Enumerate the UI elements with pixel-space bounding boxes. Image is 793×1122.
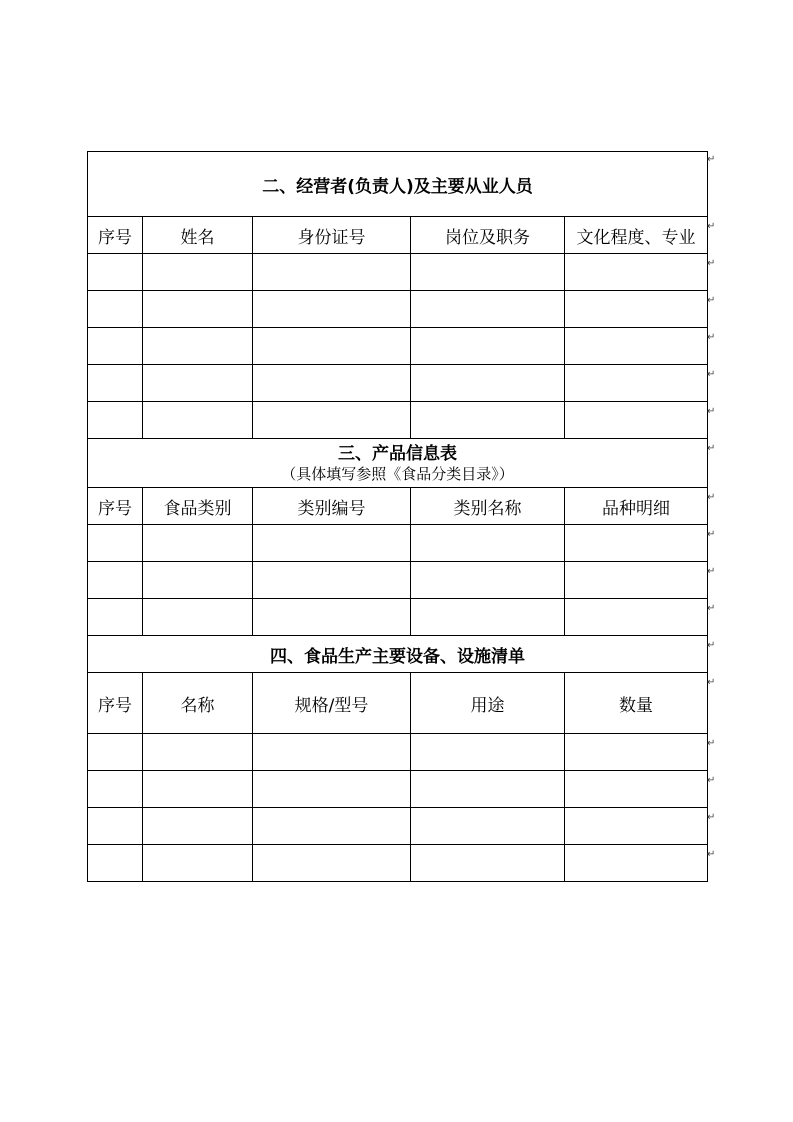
table-cell[interactable] [565, 254, 708, 291]
table-cell[interactable] [565, 808, 708, 845]
paragraph-mark-icon: ↵ [707, 775, 716, 786]
section4-header-row [88, 673, 708, 734]
table-cell[interactable] [143, 845, 253, 882]
paragraph-mark-icon: ↵ [707, 492, 716, 503]
table-cell[interactable] [143, 291, 253, 328]
table-row [88, 402, 708, 439]
header-cell: 规格/型号 [253, 673, 411, 734]
table-row [88, 845, 708, 882]
table-cell[interactable] [565, 599, 708, 636]
header-cell: 品种明细 [565, 488, 708, 525]
table-cell[interactable] [253, 734, 411, 771]
paragraph-marks [707, 0, 727, 1122]
paragraph-mark-icon: ↵ [707, 849, 716, 860]
paragraph-mark-icon: ↵ [707, 154, 716, 165]
section2-title-row [88, 152, 708, 217]
section3-title-row [88, 439, 708, 488]
section3-subtitle: （具体填写参照《食品分类目录》） [281, 465, 514, 483]
table-cell[interactable] [565, 291, 708, 328]
table-cell[interactable] [88, 808, 143, 845]
table-cell[interactable] [565, 771, 708, 808]
table-cell[interactable] [565, 402, 708, 439]
table-cell[interactable] [565, 525, 708, 562]
table-cell[interactable] [88, 254, 143, 291]
header-cell: 身份证号 [253, 217, 411, 254]
table-cell[interactable] [411, 808, 565, 845]
paragraph-mark-icon: ↵ [707, 738, 716, 749]
header-cell: 用途 [411, 673, 565, 734]
header-cell: 姓名 [143, 217, 253, 254]
paragraph-mark-icon: ↵ [707, 529, 716, 540]
table-cell[interactable] [88, 402, 143, 439]
table-row [88, 365, 708, 402]
table-cell[interactable] [565, 328, 708, 365]
table-cell[interactable] [411, 365, 565, 402]
registration-form-table [87, 151, 708, 882]
table-row [88, 562, 708, 599]
paragraph-mark-icon: ↵ [707, 812, 716, 823]
table-cell[interactable] [143, 771, 253, 808]
table-cell[interactable] [143, 402, 253, 439]
table-cell[interactable] [411, 402, 565, 439]
table-cell[interactable] [253, 845, 411, 882]
table-cell[interactable] [253, 328, 411, 365]
table-row [88, 734, 708, 771]
table-cell[interactable] [411, 771, 565, 808]
table-cell[interactable] [143, 562, 253, 599]
table-cell[interactable] [143, 328, 253, 365]
section4-title-row [88, 636, 708, 673]
table-cell[interactable] [88, 845, 143, 882]
section3-title: 三、产品信息表 [338, 444, 458, 464]
header-cell: 名称 [143, 673, 253, 734]
header-cell: 数量 [565, 673, 708, 734]
table-cell[interactable] [88, 525, 143, 562]
table-cell[interactable] [88, 771, 143, 808]
section2-header-row [88, 217, 708, 254]
table-cell[interactable] [143, 599, 253, 636]
table-row [88, 254, 708, 291]
table-cell[interactable] [88, 328, 143, 365]
header-cell: 岗位及职务 [411, 217, 565, 254]
table-cell[interactable] [411, 734, 565, 771]
table-row [88, 771, 708, 808]
paragraph-mark-icon: ↵ [707, 258, 716, 269]
table-cell[interactable] [411, 562, 565, 599]
table-cell[interactable] [253, 291, 411, 328]
table-cell[interactable] [88, 365, 143, 402]
table-cell[interactable] [253, 254, 411, 291]
table-cell[interactable] [143, 525, 253, 562]
header-cell: 类别名称 [411, 488, 565, 525]
table-cell[interactable] [253, 402, 411, 439]
table-cell[interactable] [253, 365, 411, 402]
table-cell[interactable] [88, 291, 143, 328]
table-cell[interactable] [565, 365, 708, 402]
table-row [88, 599, 708, 636]
document-page [87, 151, 707, 882]
table-cell[interactable] [253, 599, 411, 636]
table-cell[interactable] [411, 291, 565, 328]
header-cell: 序号 [88, 217, 143, 254]
paragraph-mark-icon: ↵ [707, 566, 716, 577]
paragraph-mark-icon: ↵ [707, 603, 716, 614]
table-cell[interactable] [143, 808, 253, 845]
table-row [88, 525, 708, 562]
paragraph-mark-icon: ↵ [707, 295, 716, 306]
table-cell[interactable] [143, 734, 253, 771]
table-cell[interactable] [88, 562, 143, 599]
paragraph-mark-icon: ↵ [707, 369, 716, 380]
section2-title: 二、经营者(负责人)及主要从业人员 [88, 152, 708, 217]
table-cell[interactable] [253, 808, 411, 845]
header-cell: 类别编号 [253, 488, 411, 525]
table-row [88, 808, 708, 845]
table-row [88, 291, 708, 328]
paragraph-mark-icon: ↵ [707, 443, 716, 454]
table-cell[interactable] [143, 254, 253, 291]
table-cell[interactable] [411, 525, 565, 562]
table-cell[interactable] [253, 562, 411, 599]
table-cell[interactable] [143, 365, 253, 402]
header-cell: 食品类别 [143, 488, 253, 525]
table-cell[interactable] [88, 734, 143, 771]
section3-header-row [88, 488, 708, 525]
table-cell[interactable] [88, 599, 143, 636]
header-cell: 序号 [88, 673, 143, 734]
table-cell[interactable] [565, 734, 708, 771]
table-cell[interactable] [411, 254, 565, 291]
table-cell[interactable] [411, 845, 565, 882]
paragraph-mark-icon: ↵ [707, 332, 716, 343]
paragraph-mark-icon: ↵ [707, 677, 716, 688]
table-cell[interactable] [411, 328, 565, 365]
table-cell[interactable] [565, 845, 708, 882]
table-cell[interactable] [411, 599, 565, 636]
table-cell[interactable] [253, 771, 411, 808]
paragraph-mark-icon: ↵ [707, 640, 716, 651]
table-cell[interactable] [253, 525, 411, 562]
paragraph-mark-icon: ↵ [707, 406, 716, 417]
table-row [88, 328, 708, 365]
header-cell: 文化程度、专业 [565, 217, 708, 254]
table-cell[interactable] [565, 562, 708, 599]
section4-title: 四、食品生产主要设备、设施清单 [88, 636, 708, 673]
header-cell: 序号 [88, 488, 143, 525]
paragraph-mark-icon: ↵ [707, 221, 716, 232]
